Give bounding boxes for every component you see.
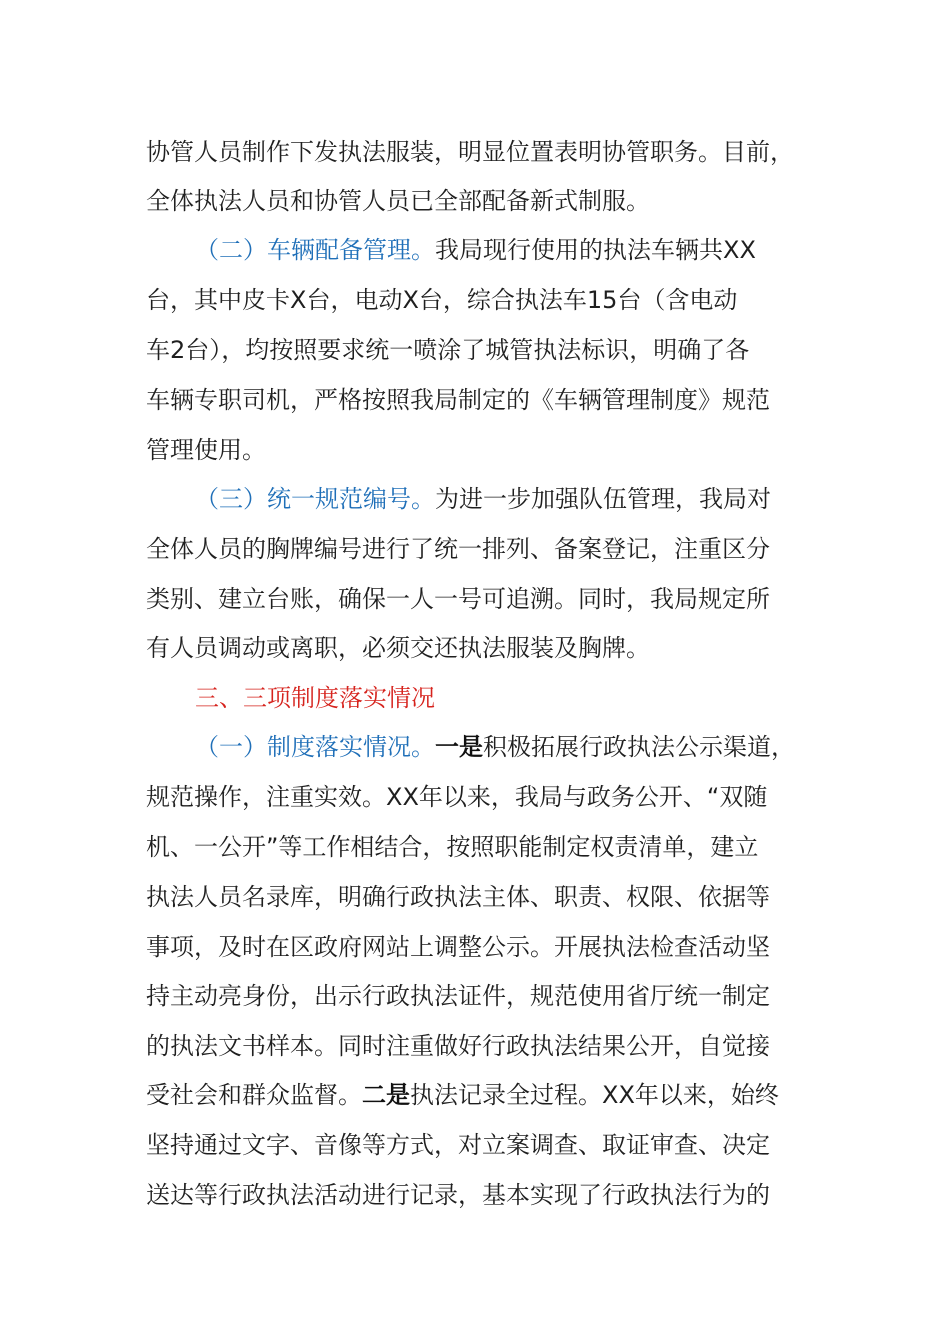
- paragraph-line: 车辆专职司机，严格按照我局制定的《车辆管理制度》规范: [146, 386, 770, 414]
- paragraph-line: 车2台），均按照要求统一喷涂了城管执法标识，明确了各: [146, 336, 750, 364]
- paragraph-text: 为进一步加强队伍管理，我局对: [435, 485, 771, 513]
- paragraph-line: 事项，及时在区政府网站上调整公示。开展执法检查活动坚: [146, 933, 770, 961]
- paragraph-line: 机、一公开”等工作相结合，按照职能制定权责清单，建立: [146, 833, 759, 861]
- paragraph-line: 执法人员名录库，明确行政执法主体、职责、权限、依据等: [146, 883, 770, 911]
- paragraph-line: 协管人员制作下发执法服装，明显位置表明协管职务。目前，: [146, 138, 794, 166]
- paragraph-line: [195, 479, 875, 519]
- paragraph-line: 有人员调动或离职，必须交还执法服装及胸牌。: [146, 634, 650, 662]
- bold-marker: 二是: [362, 1081, 410, 1109]
- section-heading-implementation: （一）制度落实情况。: [195, 733, 435, 761]
- paragraph-text: 执法记录全过程。XX年以来，始终: [410, 1081, 779, 1109]
- paragraph-line: 持主动亮身份，出示行政执法证件，规范使用省厅统一制定: [146, 982, 770, 1010]
- bold-marker: 一是: [435, 733, 483, 761]
- paragraph-line: 规范操作，注重实效。XX年以来，我局与政务公开、“双随: [146, 783, 768, 811]
- paragraph-line: [146, 1075, 826, 1115]
- paragraph-line: [195, 727, 875, 767]
- chapter-title: 三、三项制度落实情况: [195, 684, 435, 712]
- paragraph-line: 的执法文书样本。同时注重做好行政执法结果公开，自觉接: [146, 1032, 770, 1060]
- section-heading-numbering: （三）统一规范编号。: [195, 485, 435, 513]
- paragraph-text: 受社会和群众监督。: [146, 1081, 362, 1109]
- paragraph-line: 全体执法人员和协管人员已全部配备新式制服。: [146, 187, 650, 215]
- paragraph-text: 我局现行使用的执法车辆共XX: [435, 236, 756, 264]
- section-heading-vehicles: （二）车辆配备管理。: [195, 236, 435, 264]
- paragraph-line: [195, 230, 875, 270]
- paragraph-line: 全体人员的胸牌编号进行了统一排列、备案登记，注重区分: [146, 535, 770, 563]
- paragraph-line: 坚持通过文字、音像等方式，对立案调查、取证审查、决定: [146, 1131, 770, 1159]
- paragraph-line: 台，其中皮卡X台，电动X台，综合执法车15台（含电动: [146, 286, 738, 314]
- paragraph-line: 送达等行政执法活动进行记录，基本实现了行政执法行为的: [146, 1181, 770, 1209]
- paragraph-line: 类别、建立台账，确保一人一号可追溯。同时，我局规定所: [146, 585, 770, 613]
- paragraph-text: 积极拓展行政执法公示渠道，: [483, 733, 795, 761]
- paragraph-line: 管理使用。: [146, 436, 266, 464]
